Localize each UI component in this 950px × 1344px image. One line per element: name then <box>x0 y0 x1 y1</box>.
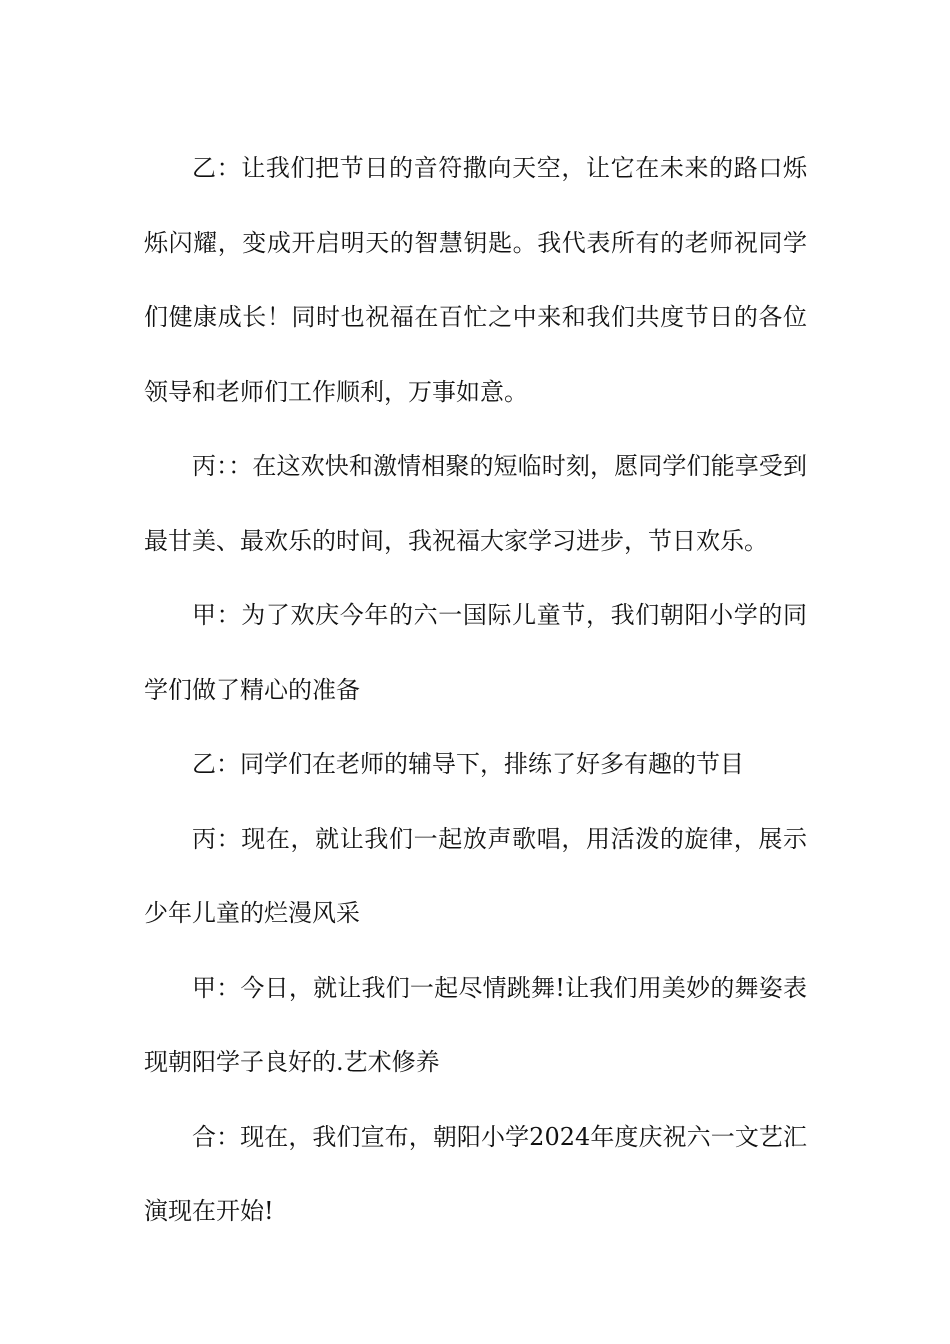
paragraph-6: 甲：今日，就让我们一起尽情跳舞!让我们用美妙的舞姿表现朝阳学子良好的.艺术修养 <box>144 973 807 1076</box>
paragraph-7: 合：现在，我们宣布，朝阳小学2024年度庆祝六一文艺汇演现在开始! <box>144 1122 807 1225</box>
paragraph-2: 丙：：在这欢快和激情相聚的短临时刻，愿同学们能享受到最甘美、最欢乐的时间，我祝福大家学习进步，节日欢乐。 <box>144 452 807 555</box>
paragraph-1: 乙：让我们把节日的音符撒向天空，让它在未来的路口烁烁闪耀，变成开启明天的智慧钥匙。我代表所有的老师祝同学们健康成长！同时也祝福在百忙之中来和我们共度节日的各位领导和老师们工作顺利，万事如意。 <box>144 154 807 406</box>
document-body <box>144 131 807 1249</box>
paragraph-4: 乙：同学们在老师的辅导下，排练了好多有趣的节目 <box>192 750 744 778</box>
paragraph-3: 甲：为了欢庆今年的六一国际儿童节，我们朝阳小学的同学们做了精心的准备 <box>144 601 807 704</box>
paragraph-5: 丙：现在，就让我们一起放声歌唱，用活泼的旋律，展示少年儿童的烂漫风采 <box>144 824 807 927</box>
